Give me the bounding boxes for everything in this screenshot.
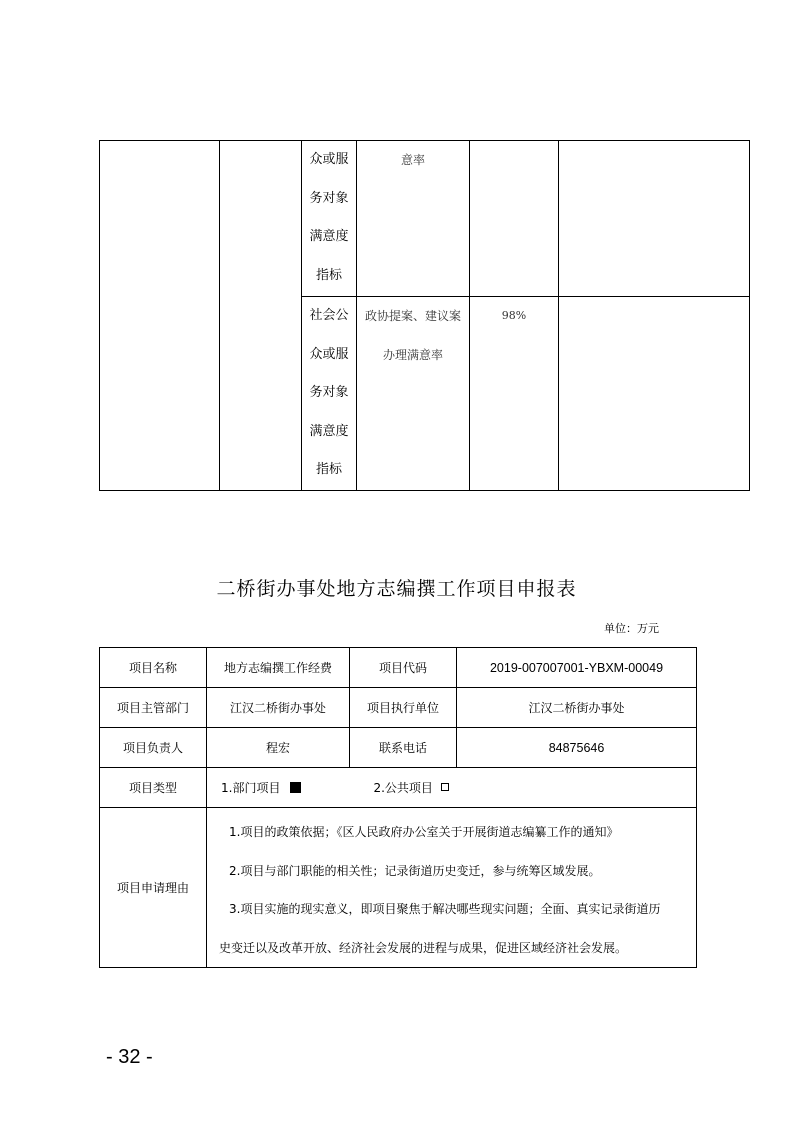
remarks-cell	[559, 141, 750, 297]
leader-value: 程宏	[207, 728, 350, 768]
exec-unit-value: 江汉二桥街办事处	[457, 688, 697, 728]
first-level-indicator-cell	[100, 141, 220, 491]
second-level-indicator-cell	[220, 141, 302, 491]
type-option-department: 1.部门项目	[221, 781, 281, 795]
leader-label: 项目负责人	[100, 728, 207, 768]
application-reason-label: 项目申请理由	[100, 808, 207, 968]
project-application-form	[99, 647, 697, 968]
project-code-label: 项目代码	[350, 648, 457, 688]
metric-cell: 意率	[357, 141, 470, 297]
page-number: - 32 -	[106, 1046, 153, 1068]
project-name-label: 项目名称	[100, 648, 207, 688]
project-type-label: 项目类型	[100, 768, 207, 808]
target-value-cell: 98%	[470, 297, 559, 491]
table-row	[100, 728, 697, 768]
phone-value: 84875646	[457, 728, 697, 768]
form-title: 二桥街办事处地方志编撰工作项目申报表	[216, 578, 577, 600]
metric-cell: 政协提案、建议案 办理满意率	[357, 297, 470, 491]
type-option-public: 2.公共项目	[373, 781, 433, 795]
table-row	[100, 768, 697, 808]
dept-value: 江汉二桥街办事处	[207, 688, 350, 728]
application-reason-text: 1.项目的政策依据；《区人民政府办公室关于开展街道志编纂工作的通知》 2.项目与部门职能的相关性；记录街道历史变迁，参与统筹区域发展。 3.项目实施的现实意义，即项目聚焦于解决哪些现实问题；全面、真实记录街道历 史变迁以及改革开放、经济社会发展的进程与成果，促进区域经济社会发展。	[207, 808, 697, 968]
exec-unit-label: 项目执行单位	[350, 688, 457, 728]
phone-label: 联系电话	[350, 728, 457, 768]
project-type-options	[207, 768, 697, 808]
project-code-value: 2019-007007001-YBXM-00049	[457, 648, 697, 688]
table-row	[100, 808, 697, 968]
checked-checkbox-icon	[290, 782, 301, 793]
table-row	[100, 688, 697, 728]
unchecked-checkbox-icon	[441, 783, 449, 791]
performance-indicator-table	[99, 140, 750, 491]
unit-label: 单位：万元	[604, 622, 659, 635]
table-row	[100, 648, 697, 688]
third-level-indicator-cell: 社会公 众或服 务对象 满意度 指标	[302, 297, 357, 491]
dept-label: 项目主管部门	[100, 688, 207, 728]
table-row	[100, 141, 750, 297]
third-level-indicator-cell: 众或服 务对象 满意度 指标	[302, 141, 357, 297]
target-value-cell	[470, 141, 559, 297]
remarks-cell	[559, 297, 750, 491]
project-name-value: 地方志编撰工作经费	[207, 648, 350, 688]
